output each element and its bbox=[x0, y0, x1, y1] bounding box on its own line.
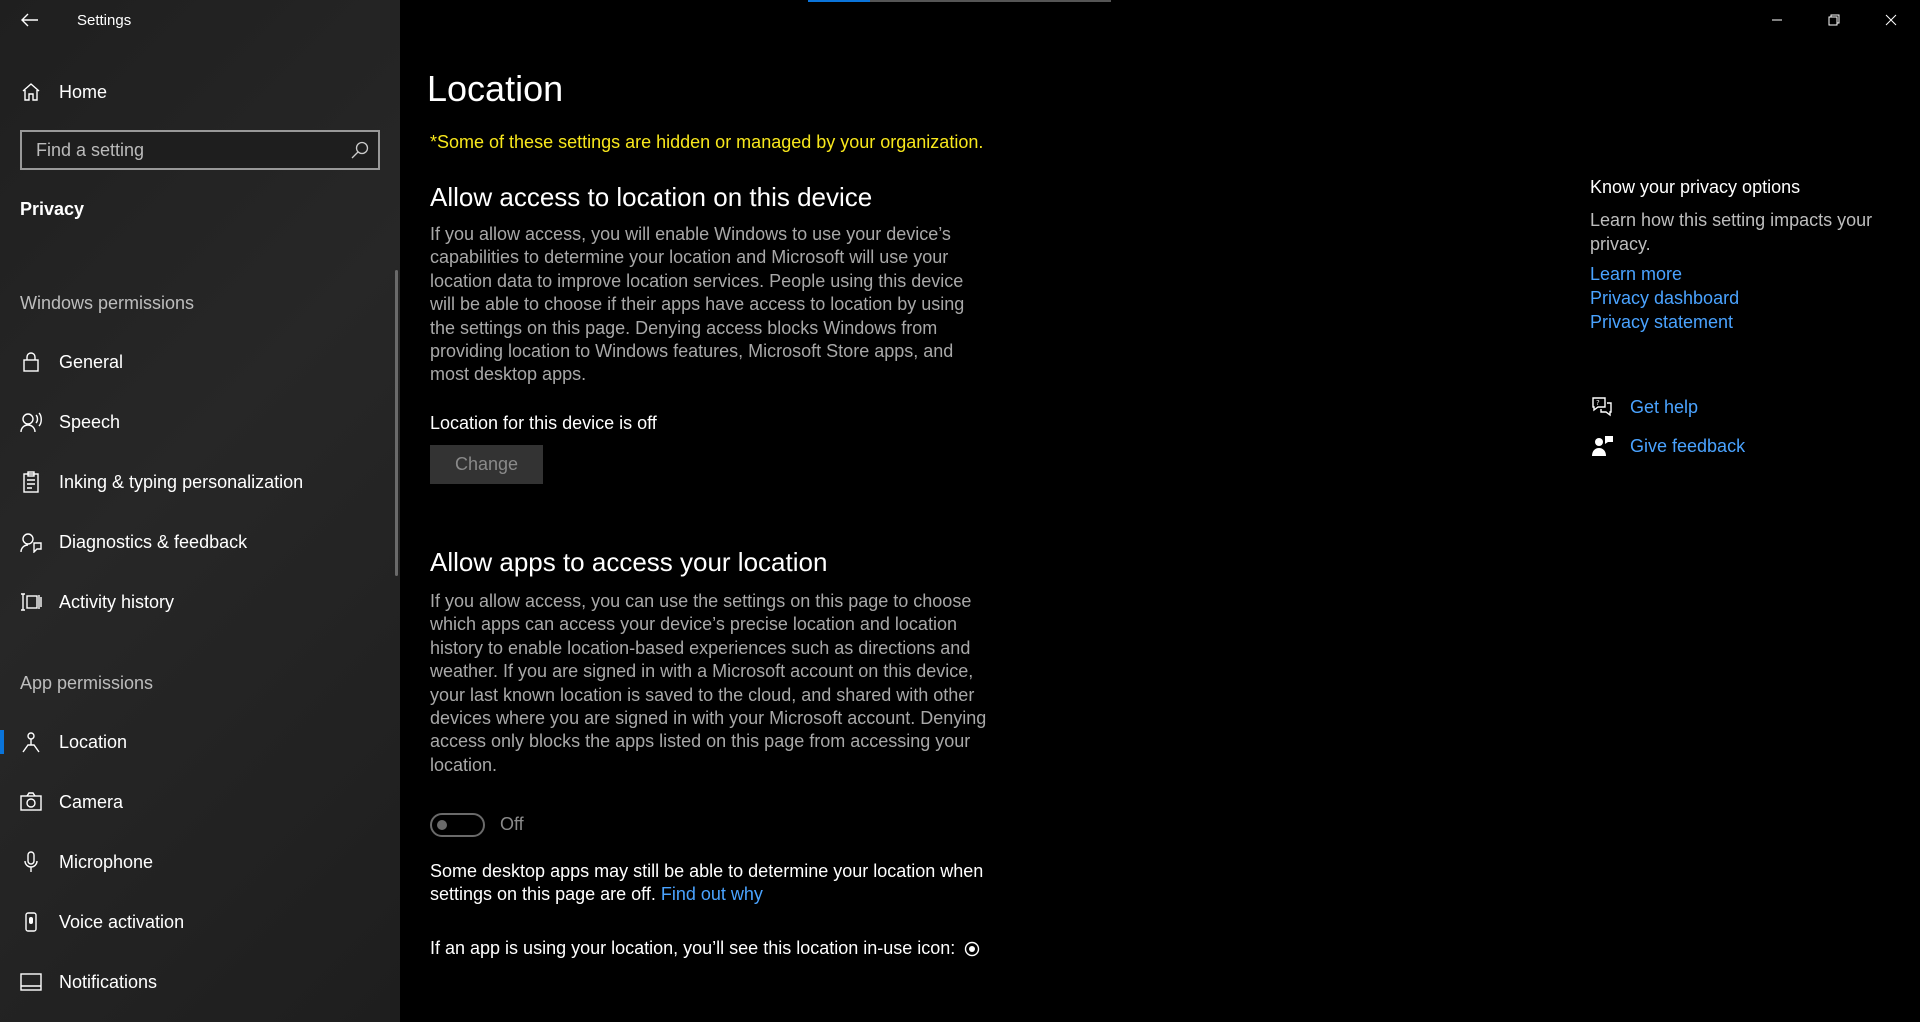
give-feedback-icon bbox=[1590, 434, 1614, 458]
activity-history-icon bbox=[20, 591, 42, 613]
back-arrow-icon bbox=[21, 13, 39, 27]
sidebar-item-speech[interactable] bbox=[0, 400, 400, 444]
org-managed-note: *Some of these settings are hidden or managed by your organization. bbox=[430, 132, 984, 152]
sidebar-item-microphone[interactable] bbox=[0, 840, 400, 884]
desktop-apps-note bbox=[430, 860, 1010, 907]
lock-icon bbox=[20, 351, 42, 373]
device-location-status: Location for this device is off bbox=[430, 413, 657, 433]
toggle-state-label: Off bbox=[500, 814, 524, 834]
get-help-link[interactable] bbox=[1590, 392, 1890, 422]
find-out-why-link[interactable]: Find out why bbox=[660, 884, 763, 905]
sidebar-item-label: Inking & typing personalization bbox=[59, 471, 304, 492]
location-in-use-icon bbox=[964, 941, 980, 957]
get-help-label: Get help bbox=[1630, 396, 1699, 417]
voice-activation-icon bbox=[20, 911, 42, 933]
apps-section-heading: Allow apps to access your location bbox=[430, 547, 828, 577]
search-icon[interactable] bbox=[350, 140, 370, 160]
give-feedback-label: Give feedback bbox=[1630, 435, 1746, 456]
sidebar-item-diagnostics[interactable] bbox=[0, 520, 400, 564]
camera-icon bbox=[20, 791, 42, 813]
title-bar bbox=[0, 0, 400, 40]
change-button[interactable]: Change bbox=[430, 445, 543, 484]
privacy-options-description: Learn how this setting impacts your privacy. bbox=[1590, 210, 1873, 254]
sidebar-item-label: Camera bbox=[59, 791, 124, 812]
notifications-icon bbox=[20, 971, 42, 993]
sidebar-item-label: Notifications bbox=[59, 971, 158, 992]
apps-section-description: If you allow access, you can use the settings on this page to choose which apps can access your device’s precise location and location history to enable location-based experiences such as directions and weather. If you are signed in with a Microsoft account on this device, your last known location is saved to the cloud, and shared with other devices where you are signed in with your Microsoft account. Denying access only blocks the apps listed on this page from accessing your location. bbox=[430, 591, 987, 775]
speech-icon bbox=[20, 411, 42, 433]
sidebar-item-label: Diagnostics & feedback bbox=[59, 531, 248, 552]
device-section-heading: Allow access to location on this device bbox=[430, 182, 873, 212]
sidebar-item-voice-activation[interactable] bbox=[0, 900, 400, 944]
sidebar-item-general[interactable] bbox=[0, 340, 400, 384]
sidebar-item-label: Activity history bbox=[59, 591, 175, 612]
group-title-windows-permissions: Windows permissions bbox=[20, 293, 195, 313]
sidebar-item-activity-history[interactable] bbox=[0, 580, 400, 624]
sidebar-item-label: General bbox=[59, 351, 124, 372]
location-icon bbox=[20, 731, 42, 753]
get-help-icon bbox=[1590, 395, 1614, 419]
sidebar-item-home[interactable] bbox=[0, 70, 400, 114]
sidebar-item-label: Speech bbox=[59, 411, 121, 432]
home-icon bbox=[20, 81, 42, 103]
apps-location-toggle[interactable] bbox=[430, 813, 485, 837]
section-title-privacy: Privacy bbox=[20, 199, 85, 219]
desktop-apps-note-text: Some desktop apps may still be able to determine your location when settings on this page are off. bbox=[430, 861, 984, 905]
device-section-description: If you allow access, you will enable Windows to use your device’s capabilities to determine your location and Microsoft will use your location data to improve location services. People using this device will be able to choose if their apps have access to location by using the settings on this page. Denying access blocks Windows from providing location to Windows features, Microsoft Store apps, and most desktop apps. bbox=[430, 224, 965, 385]
sidebar-item-location[interactable] bbox=[0, 720, 400, 764]
diagnostics-icon bbox=[20, 531, 42, 553]
sidebar-item-label: Home bbox=[59, 81, 108, 102]
privacy-options-title: Know your privacy options bbox=[1590, 177, 1801, 197]
svg-text:?: ? bbox=[1596, 399, 1600, 407]
privacy-statement-link[interactable]: Privacy statement bbox=[1590, 312, 1734, 332]
main-content bbox=[400, 0, 1920, 1022]
privacy-dashboard-link[interactable]: Privacy dashboard bbox=[1590, 288, 1740, 308]
app-title: Settings bbox=[77, 12, 132, 29]
sidebar-item-camera[interactable] bbox=[0, 780, 400, 824]
inuse-icon-note bbox=[430, 937, 1010, 960]
inuse-note-text: If an app is using your location, you’ll see this location in-use icon: bbox=[430, 938, 956, 958]
sidebar-scrollbar[interactable] bbox=[395, 270, 398, 576]
search-box bbox=[20, 130, 380, 170]
sidebar-item-label: Location bbox=[59, 731, 128, 752]
sidebar-item-notifications[interactable] bbox=[0, 960, 400, 1004]
sidebar bbox=[0, 0, 400, 1022]
sidebar-item-label: Microphone bbox=[59, 851, 154, 872]
back-button[interactable] bbox=[14, 6, 46, 34]
sidebar-item-inking-typing[interactable] bbox=[0, 460, 400, 504]
microphone-icon bbox=[20, 851, 42, 873]
search-input[interactable] bbox=[34, 132, 334, 168]
group-title-app-permissions: App permissions bbox=[20, 673, 154, 693]
sidebar-item-label: Voice activation bbox=[59, 911, 185, 932]
page-title: Location bbox=[427, 68, 564, 109]
clipboard-icon bbox=[20, 471, 42, 493]
give-feedback-link[interactable] bbox=[1590, 431, 1890, 461]
learn-more-link[interactable]: Learn more bbox=[1590, 264, 1683, 284]
